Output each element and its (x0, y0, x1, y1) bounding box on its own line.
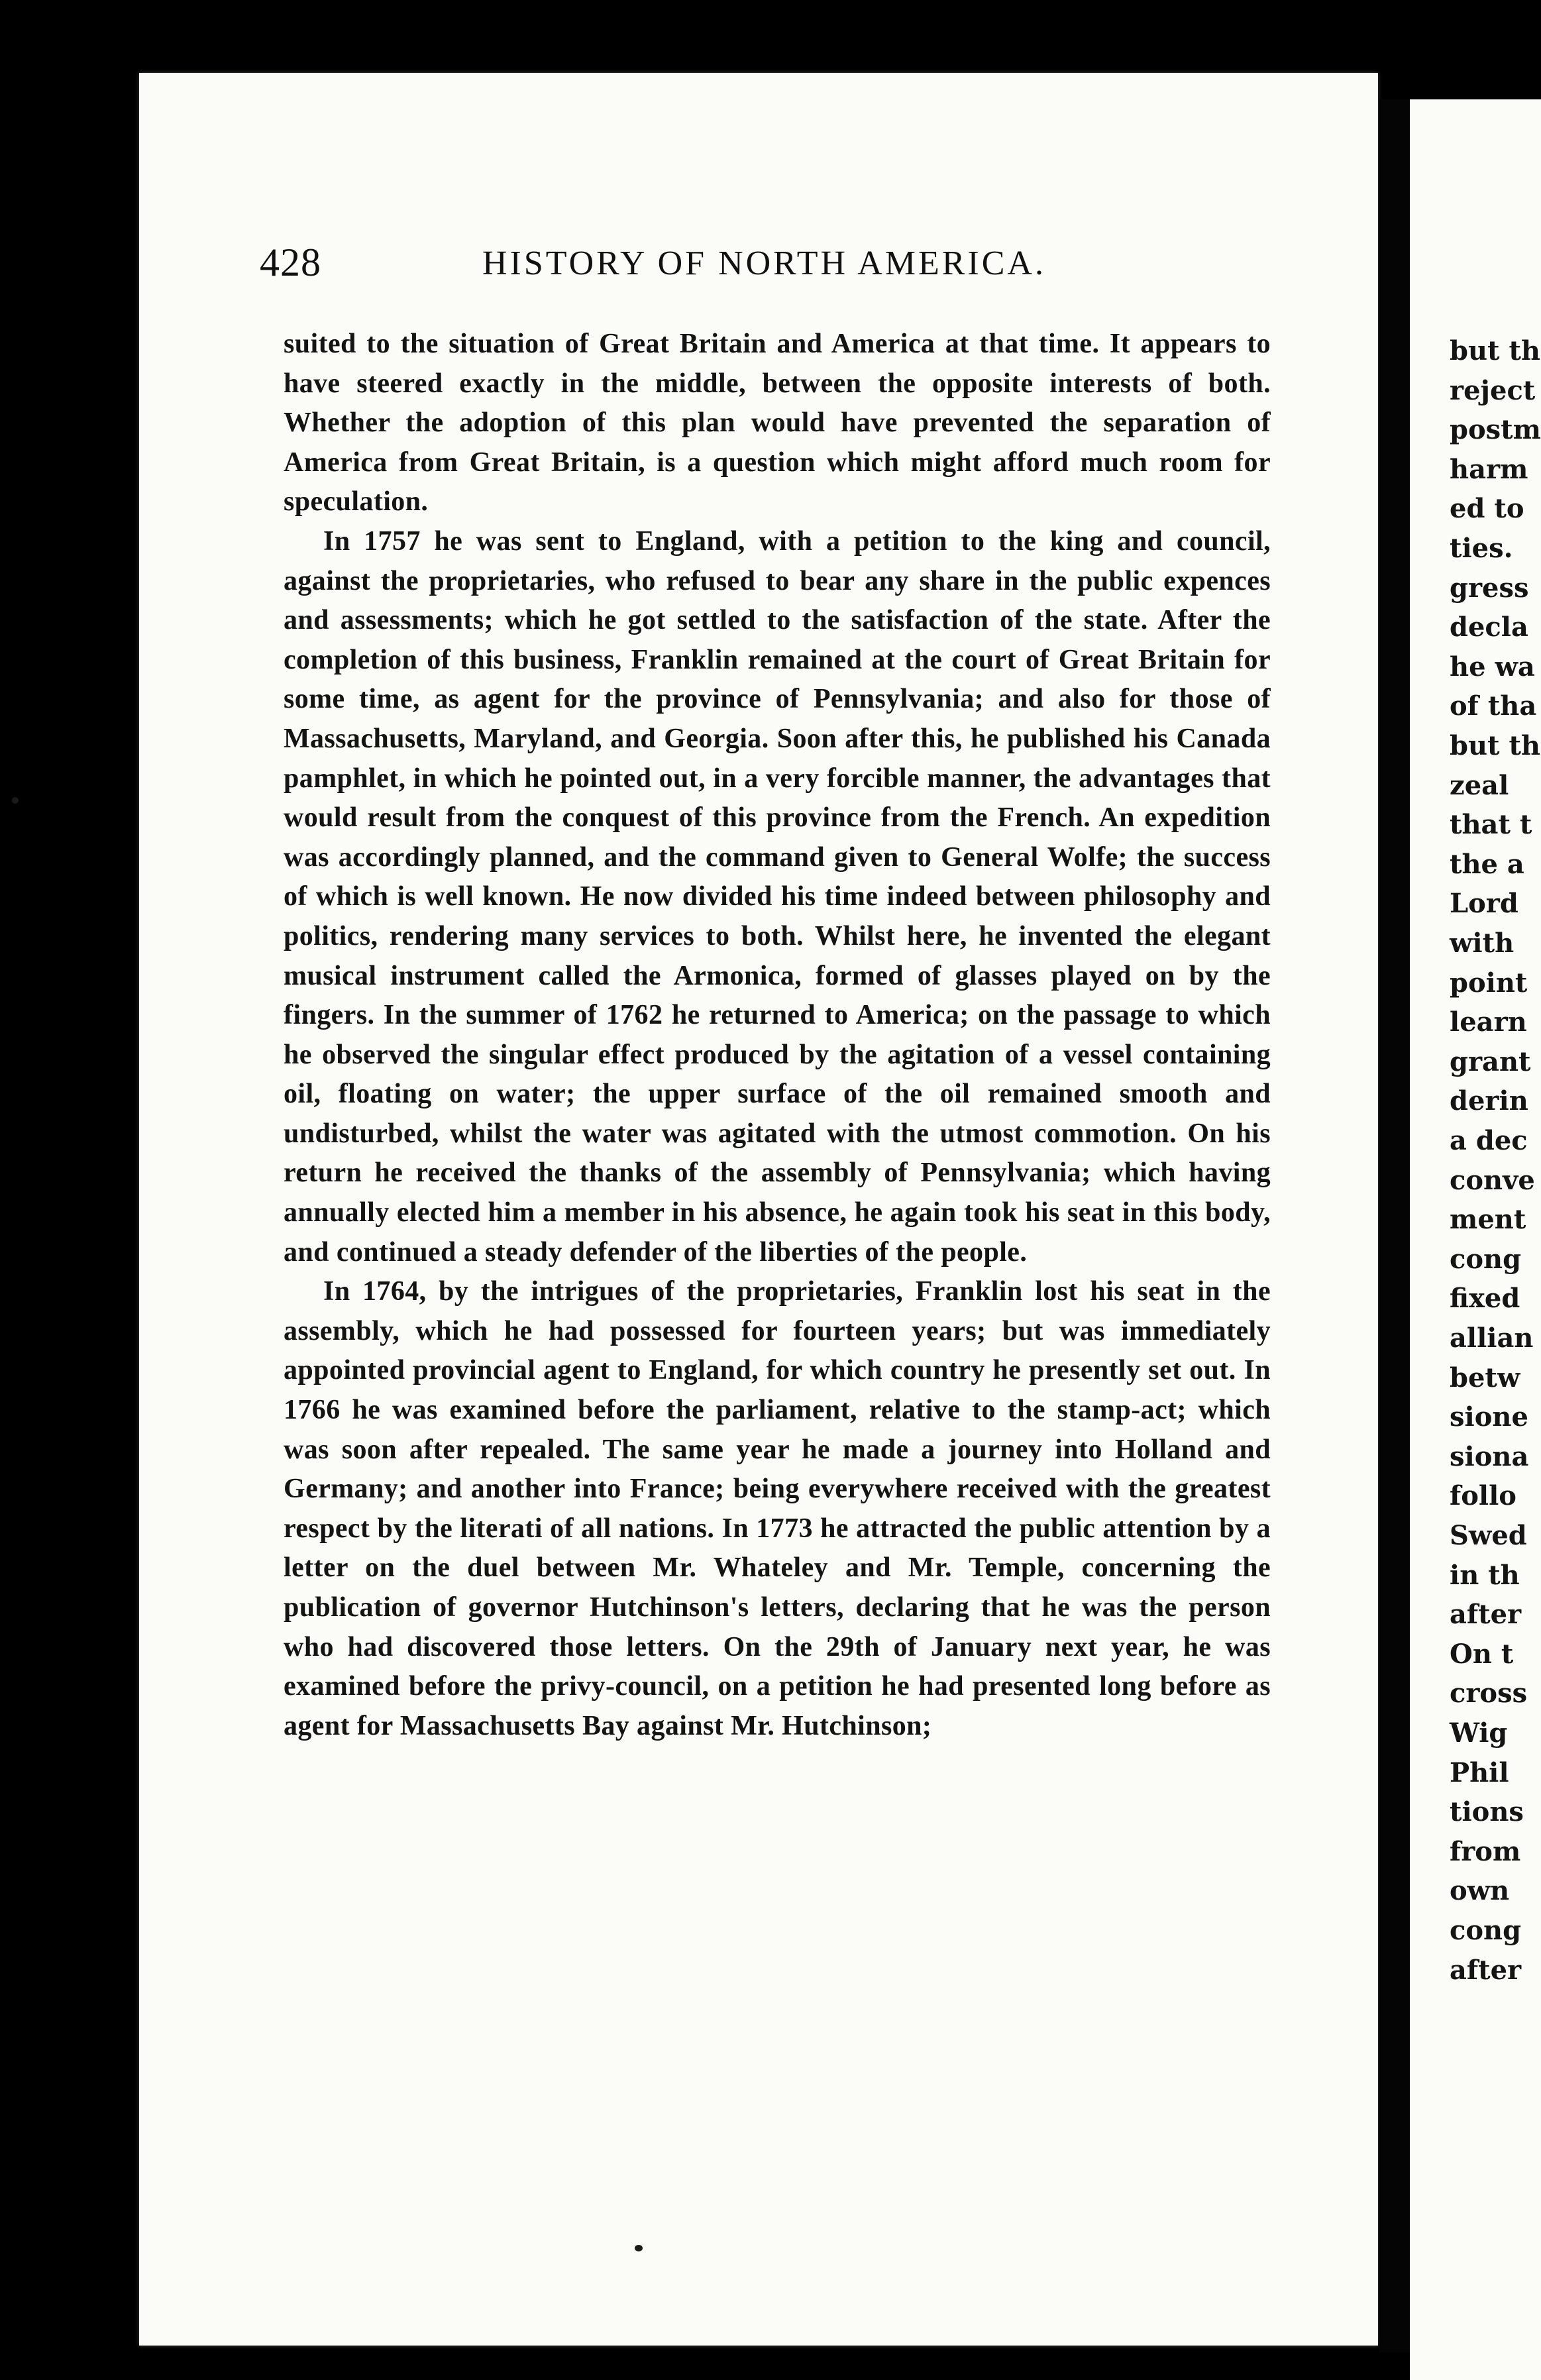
facing-page-word: decla (1450, 612, 1528, 643)
facing-page-word: gress (1450, 572, 1529, 604)
ink-speck (635, 2245, 643, 2251)
facing-page-word: but th (1450, 730, 1541, 761)
facing-page-word: allian (1450, 1323, 1534, 1354)
facing-page-word: fixed (1450, 1283, 1520, 1315)
facing-page-word: a dec (1450, 1125, 1528, 1156)
facing-page-word: after (1450, 1954, 1522, 1986)
facing-page-word: Swed (1450, 1520, 1527, 1551)
facing-page-word: zeal (1450, 769, 1509, 801)
facing-page-word: the a (1450, 848, 1524, 880)
facing-page-word: cong (1450, 1915, 1522, 1946)
running-head: HISTORY OF NORTH AMERICA. (482, 244, 1046, 282)
facing-page-word: follo (1450, 1480, 1516, 1512)
facing-page-word: cong (1450, 1243, 1522, 1275)
facing-page-word: in th (1450, 1559, 1520, 1591)
facing-page-word: siona (1450, 1440, 1529, 1472)
facing-page-word: after (1450, 1599, 1522, 1631)
facing-page-word: he wa (1450, 651, 1535, 682)
facing-page-word: tions (1450, 1796, 1524, 1828)
facing-page-word: postm (1450, 414, 1541, 446)
ink-speck (12, 797, 19, 804)
facing-page-word: of tha (1450, 690, 1537, 722)
facing-page-word: Lord (1450, 888, 1518, 920)
facing-page-word: Wig (1450, 1717, 1508, 1749)
facing-page-word: that t (1450, 809, 1532, 841)
page-header (260, 240, 1227, 286)
facing-page-word: cross (1450, 1678, 1528, 1709)
facing-page-word: with (1450, 928, 1514, 959)
facing-page-word: ties. (1450, 533, 1513, 564)
facing-page-fragment (1410, 99, 1541, 2380)
paragraph: In 1764, by the intrigues of the proprietaries, Franklin lost his seat in the assembly, which he had possessed for fourteen years; but was immediately appointed provincial agent to England, for which country he presently set out. In 1766 he was examined before the parliament, relative to the stamp-act; which was soon after repealed. The same year he made a journey into Holland and Germany; and another into France; being everywhere received with the greatest respect by the literati of all nations. In 1773 he attracted the public attention by a letter on the duel between Mr. Whateley and Mr. Temple, concerning the publication of governor Hutchinson's letters, declaring that he was the person who had discovered those letters. On the 29th of January next year, he was examined before the privy-council, on a petition he had presented long before as agent for Massachusetts Bay against Mr. Hutchinson; (284, 1276, 1271, 1741)
paragraph: In 1757 he was sent to England, with a petition to the king and council, against the proprietaries, who refused to bear any share in the public expences and assessments; which he got settled to the satisfaction of the state. After the completion of this business, Franklin remained at the court of Great Britain for some time, as agent for the province of Pennsylvania; and also for those of Massachusetts, Maryland, and Georgia. Soon after this, he published his Canada pamphlet, in which he pointed out, in a very forcible manner, the advantages that would result from the conquest of this province from the French. An expedition was accordingly planned, and the command given to General Wolfe; the success of which is well known. He now divided his time indeed between philosophy and politics, rendering many services to both. Whilst here, he invented the elegant musical instrument called the Armonica, formed of glasses played on by the fingers. In the summer of 1762 he returned to America; on the passage to which he observed the singular effect produced by the agitation of a vessel containing oil, floating on water; the upper surface of the oil remained smooth and undisturbed, whilst the water was agitated with the utmost commotion. On his return he received the thanks of the assembly of Pennsylvania; which having annually elected him a member in his absence, he again took his seat in this body, and continued a steady defender of the liberties of the people. (284, 525, 1271, 1268)
facing-page-word: ed to (1450, 493, 1524, 525)
facing-page-word: grant (1450, 1046, 1531, 1077)
facing-page-word: sione (1450, 1401, 1528, 1433)
facing-page-word: reject (1450, 374, 1536, 406)
page-gutter (1379, 99, 1411, 2352)
facing-page-word: On t (1450, 1638, 1514, 1670)
facing-page-word: Phil (1450, 1757, 1509, 1788)
facing-page-word: ment (1450, 1204, 1526, 1236)
facing-page-word: point (1450, 967, 1528, 999)
facing-page-word: but th (1450, 335, 1541, 366)
facing-page-word: own (1450, 1875, 1510, 1907)
facing-page-word: learn (1450, 1006, 1527, 1038)
facing-page-word: derin (1450, 1085, 1528, 1117)
body-text (284, 325, 1271, 1746)
paragraph: suited to the situation of Great Britain and America at that time. It appears to have steered exactly in the middle, between the opposite interests of both. Whether the adoption of this plan would have prevented the separation of America from Great Britain, is a question which might afford much room for speculation. (284, 329, 1271, 517)
facing-page-word: harm (1450, 453, 1528, 485)
facing-page-word: from (1450, 1835, 1521, 1867)
facing-page-word: conve (1450, 1164, 1535, 1196)
facing-page-word: betw (1450, 1362, 1520, 1393)
page-number: 428 (260, 241, 321, 284)
